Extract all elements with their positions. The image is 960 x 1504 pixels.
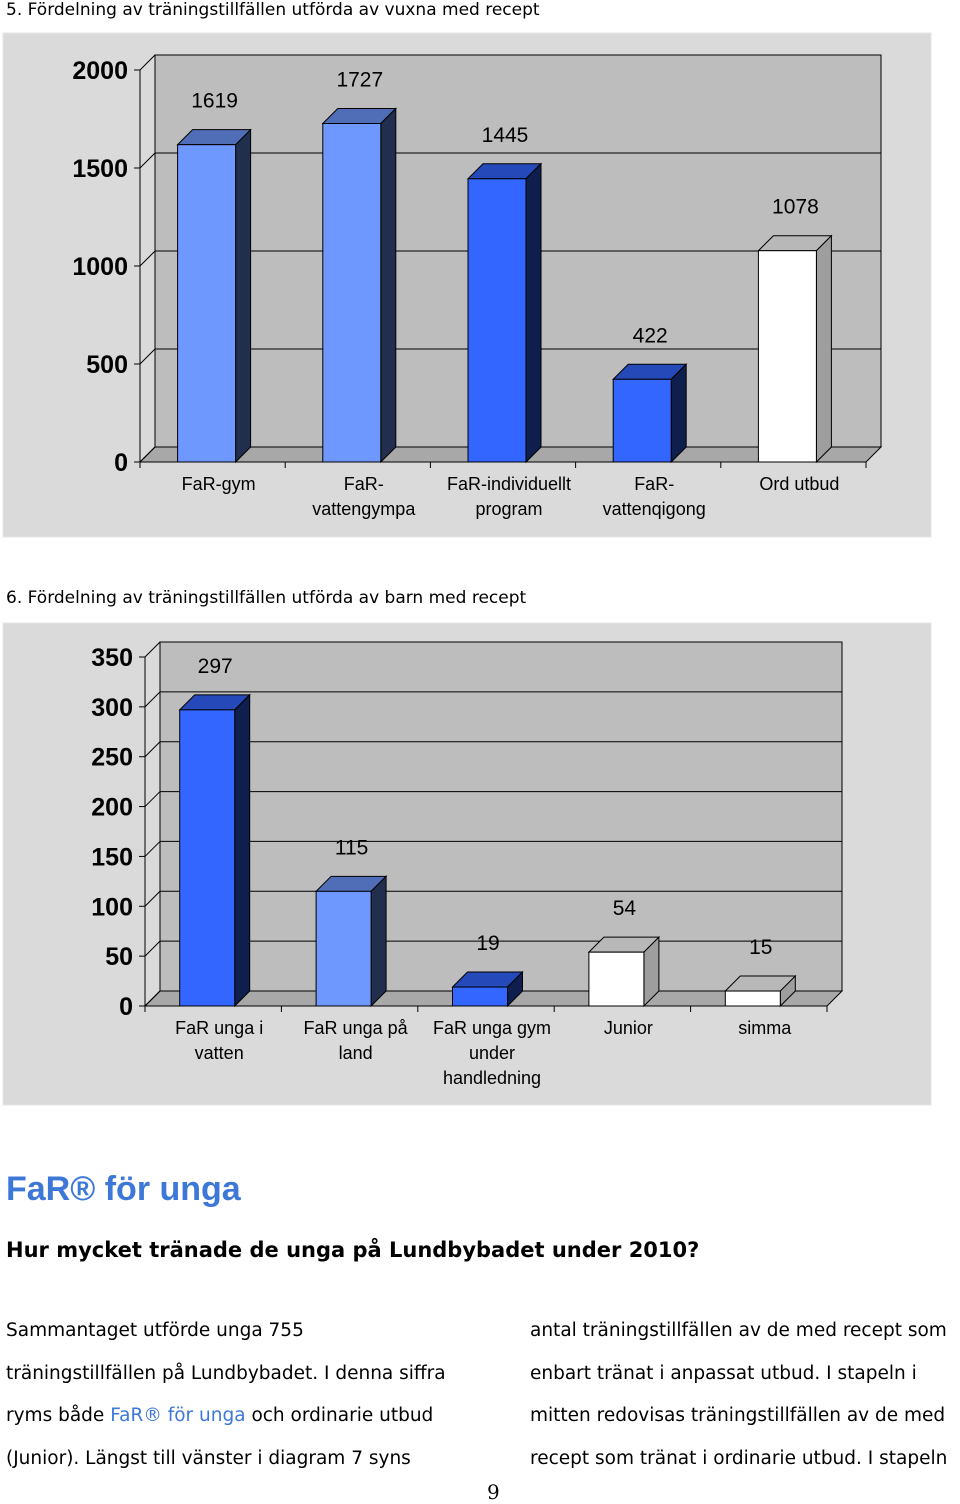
chart2-heading: 6. Fördelning av träningstillfällen utförda av barn med recept [6,588,527,608]
chart2-children-bar-chart [0,620,960,1110]
x-tick-label: FaR- [634,474,675,494]
bar-side [236,130,251,462]
body-line: Sammantaget utförde unga 755 [6,1320,304,1341]
body-left-column [6,1310,486,1480]
data-label: 1619 [191,89,238,113]
bar [468,179,526,462]
body-line: recept som tränat i ordinarie utbud. I stapeln [530,1447,948,1469]
body-line: enbart tränat i anpassat utbud. I stapeln i [530,1362,917,1384]
bar [323,124,381,462]
bar-side [371,876,386,1006]
y-tick-label: 300 [91,693,133,722]
x-tick-label: FaR-gym [181,474,256,494]
y-tick-label: 250 [91,743,133,772]
body-line: ryms både FaR® för unga och ordinarie utbud [6,1405,434,1426]
bar [613,379,671,462]
data-label: 422 [632,324,668,348]
section-question: Hur mycket tränade de unga på Lundbybadet under 2010? [6,1238,700,1262]
bar [758,251,816,462]
far-unga-highlight: FaR® för unga [110,1405,246,1426]
bar [589,952,644,1006]
y-tick-label: 1500 [72,155,128,183]
body-right-column [530,1310,960,1480]
y-tick-label: 500 [86,351,128,379]
body-line: (Junior). Längst till vänster i diagram 7 syns [6,1447,411,1469]
x-tick-label: land [338,1043,373,1063]
data-label: 115 [334,836,369,860]
bar-side [671,364,686,462]
chart1-adults-bar-chart [0,30,960,542]
data-label: 19 [476,932,500,956]
x-tick-label: under [468,1043,516,1063]
x-tick-label: FaR unga gym [432,1018,552,1038]
x-tick-label: Ord utbud [759,474,840,494]
bar-side [235,695,250,1006]
x-tick-label: vatten [194,1043,244,1063]
y-tick-label: 2000 [72,57,128,85]
x-tick-label: handledning [442,1068,542,1088]
data-label: 15 [749,936,773,960]
bar [178,145,236,462]
bar [725,991,780,1006]
data-label: 54 [612,897,637,921]
y-tick-label: 50 [105,943,133,972]
x-tick-label: FaR unga i [175,1018,264,1038]
bar-side [526,164,541,462]
x-tick-label: FaR unga på [303,1018,408,1038]
x-tick-label: FaR-individuellt [446,474,572,494]
page-number: 9 [487,1480,500,1504]
y-tick-label: 200 [91,793,133,822]
y-tick-label: 0 [119,993,133,1021]
x-tick-label: Junior [603,1018,653,1038]
data-label: 1727 [336,68,384,92]
y-tick-label: 1000 [72,253,128,281]
x-tick-label: vattenqigong [602,499,706,519]
y-tick-label: 350 [91,644,133,672]
chart1-heading: 5. Fördelning av träningstillfällen utförda av vuxna med recept [6,0,540,20]
body-line: träningstillfällen på Lundbybadet. I denna siffra [6,1362,446,1384]
data-label: 1445 [481,123,529,147]
section-title: FaR® för unga [6,1170,241,1208]
body-line: antal träningstillfällen av de med recept som [530,1320,947,1341]
x-tick-label: FaR- [343,474,384,494]
y-tick-label: 100 [91,893,133,922]
bar [180,710,235,1006]
body-line: mitten redovisas träningstillfällen av de med [530,1405,946,1426]
x-tick-label: program [475,499,543,519]
bar-side [381,109,396,462]
data-label: 1078 [772,195,819,219]
data-label: 297 [197,654,233,678]
y-tick-label: 150 [91,843,133,872]
bar [453,987,508,1006]
bar [316,891,371,1006]
bar-side [816,236,831,462]
x-tick-label: vattengympa [312,499,416,519]
y-tick-label: 0 [114,449,128,477]
x-tick-label: simma [738,1018,792,1038]
plot-back-wall [160,642,842,991]
